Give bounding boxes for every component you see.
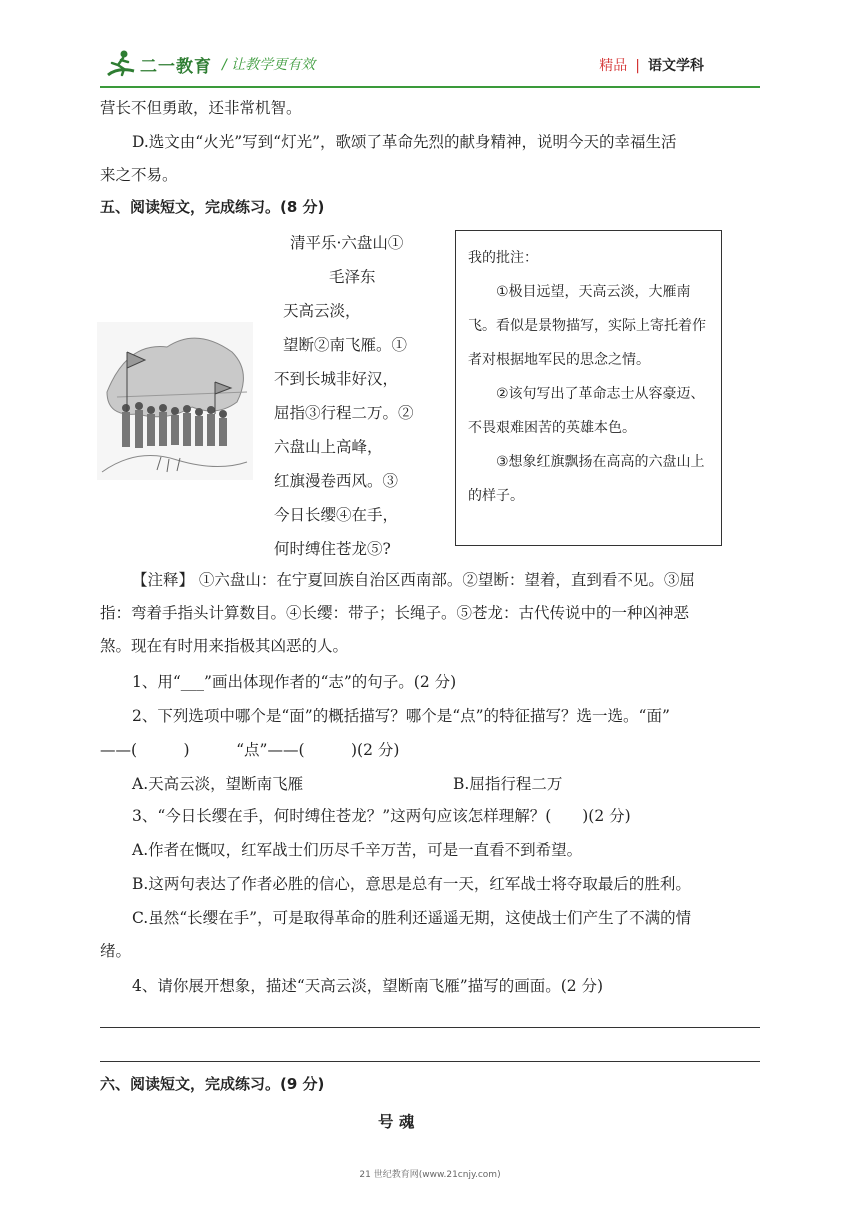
poem-title: 清平乐·六盘山①: [290, 234, 404, 252]
glossary-line1: 【注释】 ①六盘山：在宁夏回族自治区西南部。②望断：望着，直到看不见。③屈: [132, 571, 695, 589]
poem-line: 红旗漫卷西风。③: [274, 472, 399, 490]
annotation-item: ③想象红旗飘扬在高高的六盘山上的样子。: [468, 454, 705, 504]
header-tags: [599, 55, 704, 75]
poem-line: 屈指③行程二万。②: [274, 404, 414, 422]
question-2-line1: 2、下列选项中哪个是“面”的概括描写？哪个是“点”的特征描写？选一选。“面”: [132, 707, 670, 725]
red-army-illustration: [97, 322, 253, 480]
section5-title: 五、阅读短文，完成练习。(8 分): [100, 198, 325, 216]
option-d-line2: 来之不易。: [100, 166, 178, 184]
brand-logo: [104, 48, 212, 80]
annotation-box: [455, 230, 722, 546]
question-2-option-b: B.屈指行程二万: [453, 775, 563, 793]
poem-line: 天高云淡，: [283, 302, 361, 320]
question-3-option-c-line2: 绪。: [100, 942, 132, 960]
question-3-option-b: B.这两句表达了作者必胜的信心，意思是总有一天，红军战士将夺取最后的胜利。: [132, 875, 691, 893]
intro-line: 营长不但勇敢，还非常机智。: [100, 99, 302, 117]
question-3-option-a: A.作者在慨叹，红军战士们历尽千辛万苦，可是一直看不到希望。: [132, 841, 583, 859]
poem-line: 何时缚住苍龙⑤?: [274, 540, 391, 558]
annotation-box-title: 我的批注：: [468, 250, 538, 266]
tag-quality: 精品: [599, 58, 628, 74]
tag-separator: |: [635, 58, 640, 74]
annotation-item: ②该句写出了革命志士从容豪迈、不畏艰难困苦的英雄本色。: [468, 386, 705, 436]
poem-line: 今日长缨④在手，: [274, 506, 399, 524]
question-2-option-a: A.天高云淡，望断南飞雁: [132, 775, 304, 793]
page-footer: 21 世纪教育网(www.21cnjy.com): [359, 1170, 501, 1180]
glossary-line2: 指：弯着手指头计算数目。④长缨：带子；长绳子。⑤苍龙：古代传说中的一种凶神恶: [100, 604, 690, 622]
header-slogan: / 让教学更有效: [222, 57, 316, 73]
question-2-line2: ——( ) “点”——( )(2 分): [100, 741, 400, 759]
question-3-option-c-line1: C.虽然“长缨在手”，可是取得革命的胜利还遥遥无期，这使战士们产生了不满的情: [132, 909, 692, 927]
question-1: 1、用“___”画出体现作者的“志”的句子。(2 分): [132, 673, 457, 691]
glossary-line3: 煞。现在有时用来指极其凶恶的人。: [100, 637, 349, 655]
poem-line: 六盘山上高峰，: [274, 438, 383, 456]
question-4: 4、请你展开想象，描述“天高云淡，望断南飞雁”描写的画面。(2 分): [132, 977, 604, 995]
header-divider: [100, 86, 760, 88]
poem-author: 毛泽东: [329, 268, 376, 286]
article-title: 号 魂: [378, 1113, 415, 1131]
question-3: 3、“今日长缨在手，何时缚住苍龙？”这两句应该怎样理解？( )(2 分): [132, 807, 631, 825]
logo-text: 二一教育: [140, 56, 212, 77]
tag-subject: 语文学科: [648, 58, 704, 74]
poem-line: 不到长城非好汉，: [274, 370, 399, 388]
poem-line: 望断②南飞雁。①: [283, 336, 408, 354]
option-d-line1: D.选文由“火光”写到“灯光”，歌颂了革命先烈的献身精神，说明今天的幸福生活: [132, 133, 677, 151]
section6-title: 六、阅读短文，完成练习。(9 分): [100, 1075, 325, 1093]
annotation-item: ①极目远望，天高云淡，大雁南飞。看似是景物描写，实际上寄托着作者对根据地军民的思念之情。: [468, 284, 706, 368]
runner-logo-icon: [104, 49, 138, 79]
answer-line: [100, 1061, 760, 1062]
answer-line: [100, 1027, 760, 1028]
